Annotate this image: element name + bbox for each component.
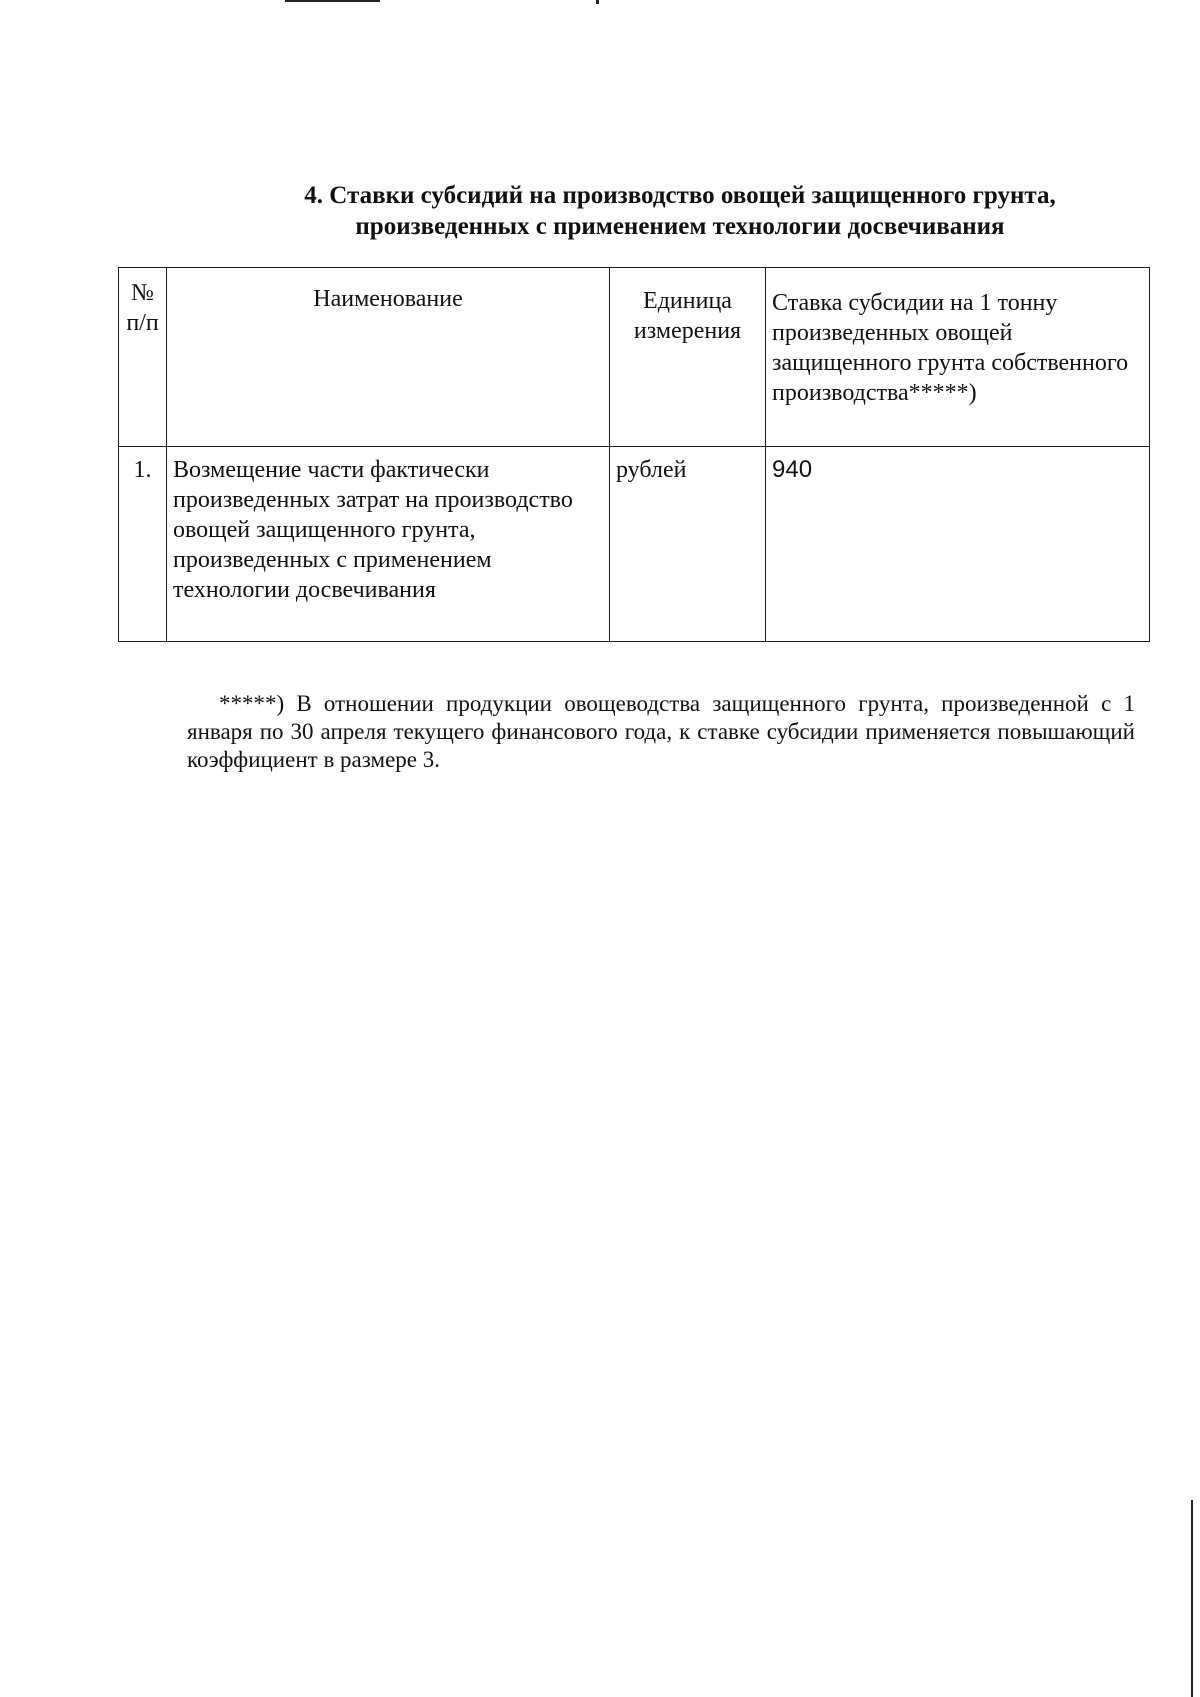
- row-unit: рублей: [610, 447, 766, 642]
- scan-artifact-right-edge: [1191, 1500, 1193, 1697]
- header-unit: Единица измерения: [610, 268, 766, 447]
- section-title-line-2: произведенных с применением технологии досвечивания: [355, 213, 1005, 240]
- subsidy-rates-table: [118, 267, 1150, 642]
- table-header-row: [119, 268, 1150, 447]
- row-name: Возмещение части фактически произведенных затрат на производство овощей защищенного грунта, произведенных с применением технологии досвечивания: [167, 447, 610, 642]
- table-row: [119, 447, 1150, 642]
- section-title: [240, 180, 1120, 242]
- scan-artifact-top-small: [596, 0, 599, 4]
- footnote: *****) В отношении продукции овощеводства защищенного грунта, произведенной с 1 января по 30 апреля текущего финансового года, к ставке субсидии применяется повышающий коэффициент в размере 3.: [187, 691, 1135, 772]
- section-title-line-1: 4. Ставки субсидий на производство овощей защищенного грунта,: [304, 182, 1056, 209]
- header-number: № п/п: [119, 268, 167, 447]
- scan-artifact-top: [285, 0, 380, 2]
- row-rate: 940: [766, 447, 1150, 642]
- header-name: Наименование: [167, 268, 610, 447]
- header-rate: Ставка субсидии на 1 тонну произведенных овощей защищенного грунта собственного производства*****): [766, 268, 1150, 447]
- row-number: 1.: [119, 447, 167, 642]
